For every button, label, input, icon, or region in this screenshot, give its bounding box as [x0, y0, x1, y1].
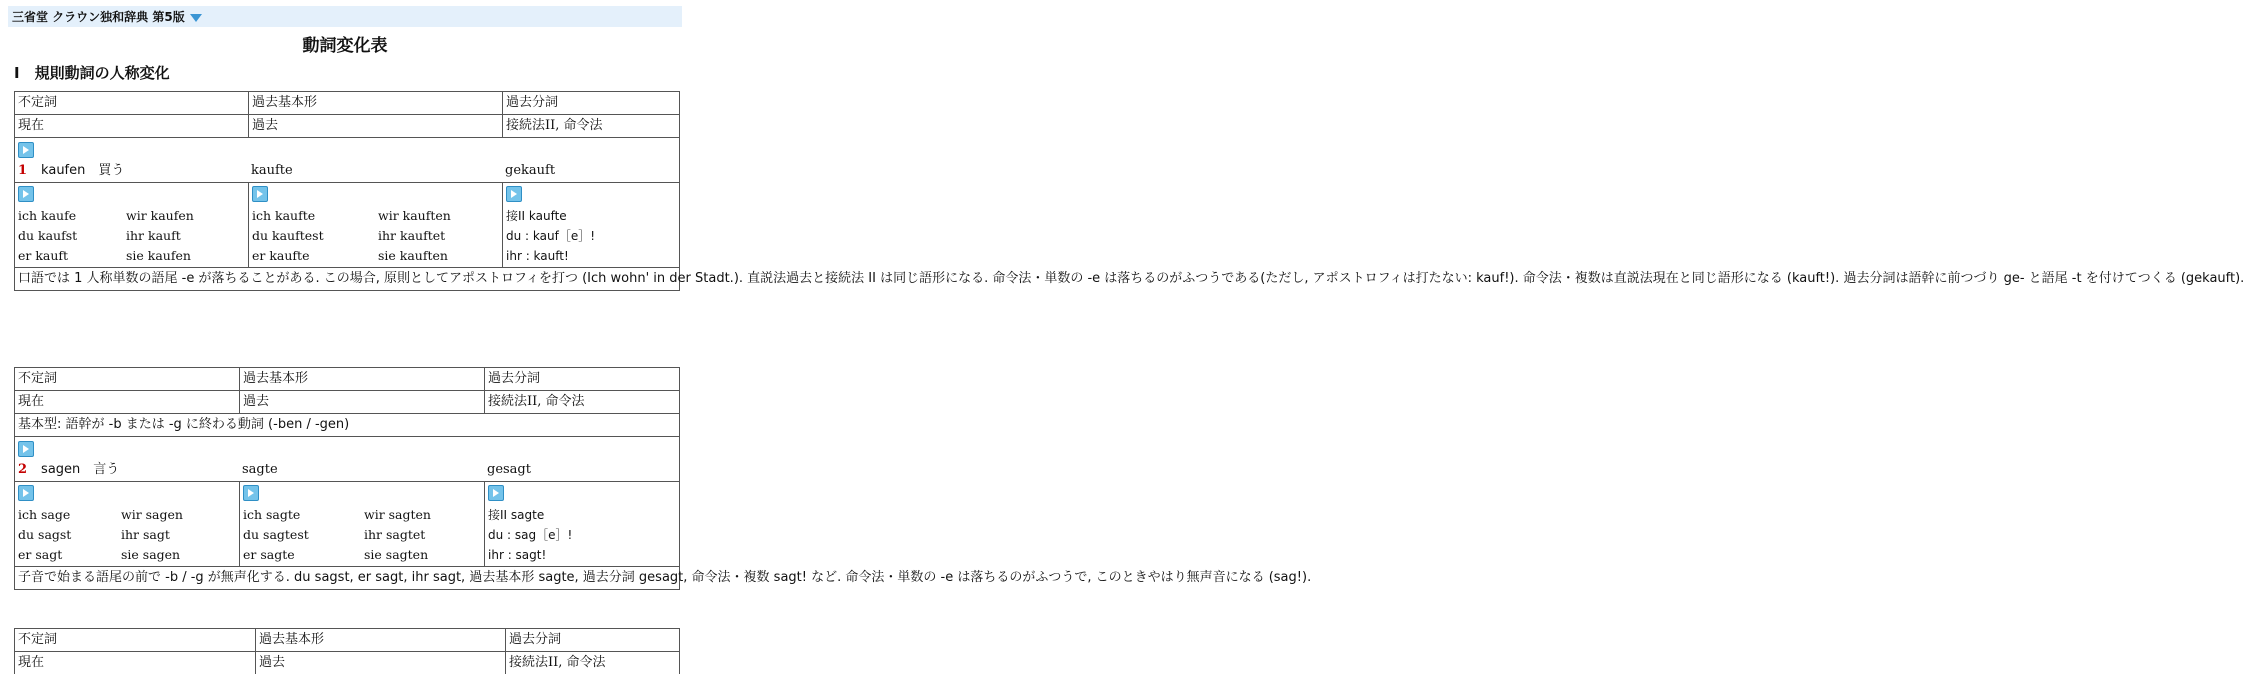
form: du : kauf［e］! — [506, 229, 596, 243]
verb-audio-cell — [15, 138, 679, 182]
verb-infinitive-text: sagen 言う — [41, 462, 120, 477]
form: sie kauften — [378, 248, 448, 263]
subjunctive-forms — [484, 482, 679, 566]
present-forms — [15, 482, 239, 566]
header-subjunctive: 接続法II, 命令法 — [505, 652, 679, 674]
form: sie sagten — [364, 547, 429, 562]
verb-number: 2 — [18, 462, 28, 477]
form: er kauft — [18, 248, 69, 263]
header-present: 現在 — [18, 655, 45, 670]
play-audio-icon[interactable] — [506, 186, 522, 202]
form: er sagte — [243, 547, 295, 562]
header-infinitive: 不定詞 — [18, 632, 58, 647]
form: ich sagte — [243, 507, 301, 522]
form: er kaufte — [252, 248, 310, 263]
form: sie sagen — [121, 547, 181, 562]
form: wir kauften — [378, 208, 451, 223]
section-heading: I 規則動詞の人称変化 — [14, 64, 170, 82]
header-subjunctive: 接続法II, 命令法 — [502, 115, 679, 137]
form: ihr : kauft! — [506, 249, 569, 263]
verb-past-participle: gekauft — [505, 163, 556, 178]
form: du sagst — [18, 527, 72, 542]
verb-number: 1 — [18, 163, 28, 178]
conjugation-table-kaufen — [14, 91, 2244, 291]
form: wir sagen — [121, 507, 183, 522]
usage-note: 子音で始まる語尾の前で -b / -g が無声化する. du sagst, er sagt, ihr sagt, 過去基本形 sagte, 過去分詞 gesagt, 命令法・複数 sagt! など. 命令法・単数の -e は落ちるのがふつうで, このときやはり無声音になる (sag!). — [18, 570, 1312, 585]
conjugation-table-3 — [14, 628, 680, 674]
form: ihr sagt — [121, 527, 170, 542]
form: ihr kauft — [126, 228, 181, 243]
header-past: 過去 — [248, 115, 502, 137]
verb-infinitive — [18, 461, 242, 479]
header-past-stem: 過去基本形 — [239, 368, 484, 390]
form: du : sag［e］! — [488, 528, 573, 542]
play-audio-icon[interactable] — [252, 186, 268, 202]
header-infinitive: 不定詞 — [18, 371, 58, 386]
play-audio-icon[interactable] — [18, 186, 34, 202]
header-present: 現在 — [18, 394, 45, 409]
base-type-note: 基本型: 語幹が -b または -g に終わる動詞 (-ben / -gen) — [18, 417, 350, 432]
verb-audio-cell — [15, 437, 679, 481]
form: du kaufst — [18, 228, 78, 243]
dictionary-title-bar — [8, 6, 682, 27]
form: 接II sagte — [488, 508, 545, 522]
form: ich kaufe — [18, 208, 77, 223]
form: du sagtest — [243, 527, 309, 542]
chevron-down-icon[interactable] — [190, 14, 202, 22]
play-audio-icon[interactable] — [488, 485, 504, 501]
present-forms — [15, 183, 248, 267]
form: ihr kauftet — [378, 228, 446, 243]
header-present: 現在 — [18, 118, 45, 133]
page-title: 動詞変化表 — [302, 36, 388, 56]
past-forms — [248, 183, 502, 267]
conjugation-table-sagen — [14, 367, 1312, 590]
form: 接II kaufte — [506, 209, 567, 223]
header-infinitive: 不定詞 — [18, 95, 58, 110]
play-audio-icon[interactable] — [18, 441, 34, 457]
subjunctive-forms — [502, 183, 679, 267]
play-audio-icon[interactable] — [243, 485, 259, 501]
form: ich sage — [18, 507, 71, 522]
verb-infinitive — [18, 162, 251, 180]
header-past: 過去 — [239, 391, 484, 413]
dictionary-title: 三省堂 クラウン独和辞典 第5版 — [12, 10, 185, 24]
verb-past-stem: kaufte — [251, 163, 293, 178]
usage-note: 口語では 1 人称単数の語尾 -e が落ちることがある. この場合, 原則としてアポストロフィを打つ (Ich wohn' in der Stadt.). 直説法過去と接続法 II は同じ語形になる. 命令法・単数の -e は落ちるのがふつうである(ただし, アポストロフィは打たない: kauf!). 命令法・複数は直説法現在と同じ語形になる (kauft!). 過去分詞は語幹に前つづり ge- と語尾 -t を付けてつくる (gekauft). — [18, 271, 2244, 286]
form: ihr sagtet — [364, 527, 426, 542]
header-subjunctive: 接続法II, 命令法 — [484, 391, 679, 413]
verb-past-stem: sagte — [242, 462, 278, 477]
header-past-stem: 過去基本形 — [255, 629, 505, 651]
verb-infinitive-text: kaufen 買う — [41, 163, 125, 178]
play-audio-icon[interactable] — [18, 485, 34, 501]
verb-past-participle: gesagt — [487, 462, 531, 477]
past-forms — [239, 482, 484, 566]
form: ihr : sagt! — [488, 548, 547, 562]
header-past: 過去 — [255, 652, 505, 674]
form: wir sagten — [364, 507, 431, 522]
form: er sagt — [18, 547, 63, 562]
header-past-participle: 過去分詞 — [505, 629, 679, 651]
form: sie kaufen — [126, 248, 191, 263]
form: ich kaufte — [252, 208, 316, 223]
form: wir kaufen — [126, 208, 194, 223]
play-audio-icon[interactable] — [18, 142, 34, 158]
header-past-participle: 過去分詞 — [484, 368, 679, 390]
form: du kauftest — [252, 228, 324, 243]
header-past-stem: 過去基本形 — [248, 92, 502, 114]
header-past-participle: 過去分詞 — [502, 92, 679, 114]
